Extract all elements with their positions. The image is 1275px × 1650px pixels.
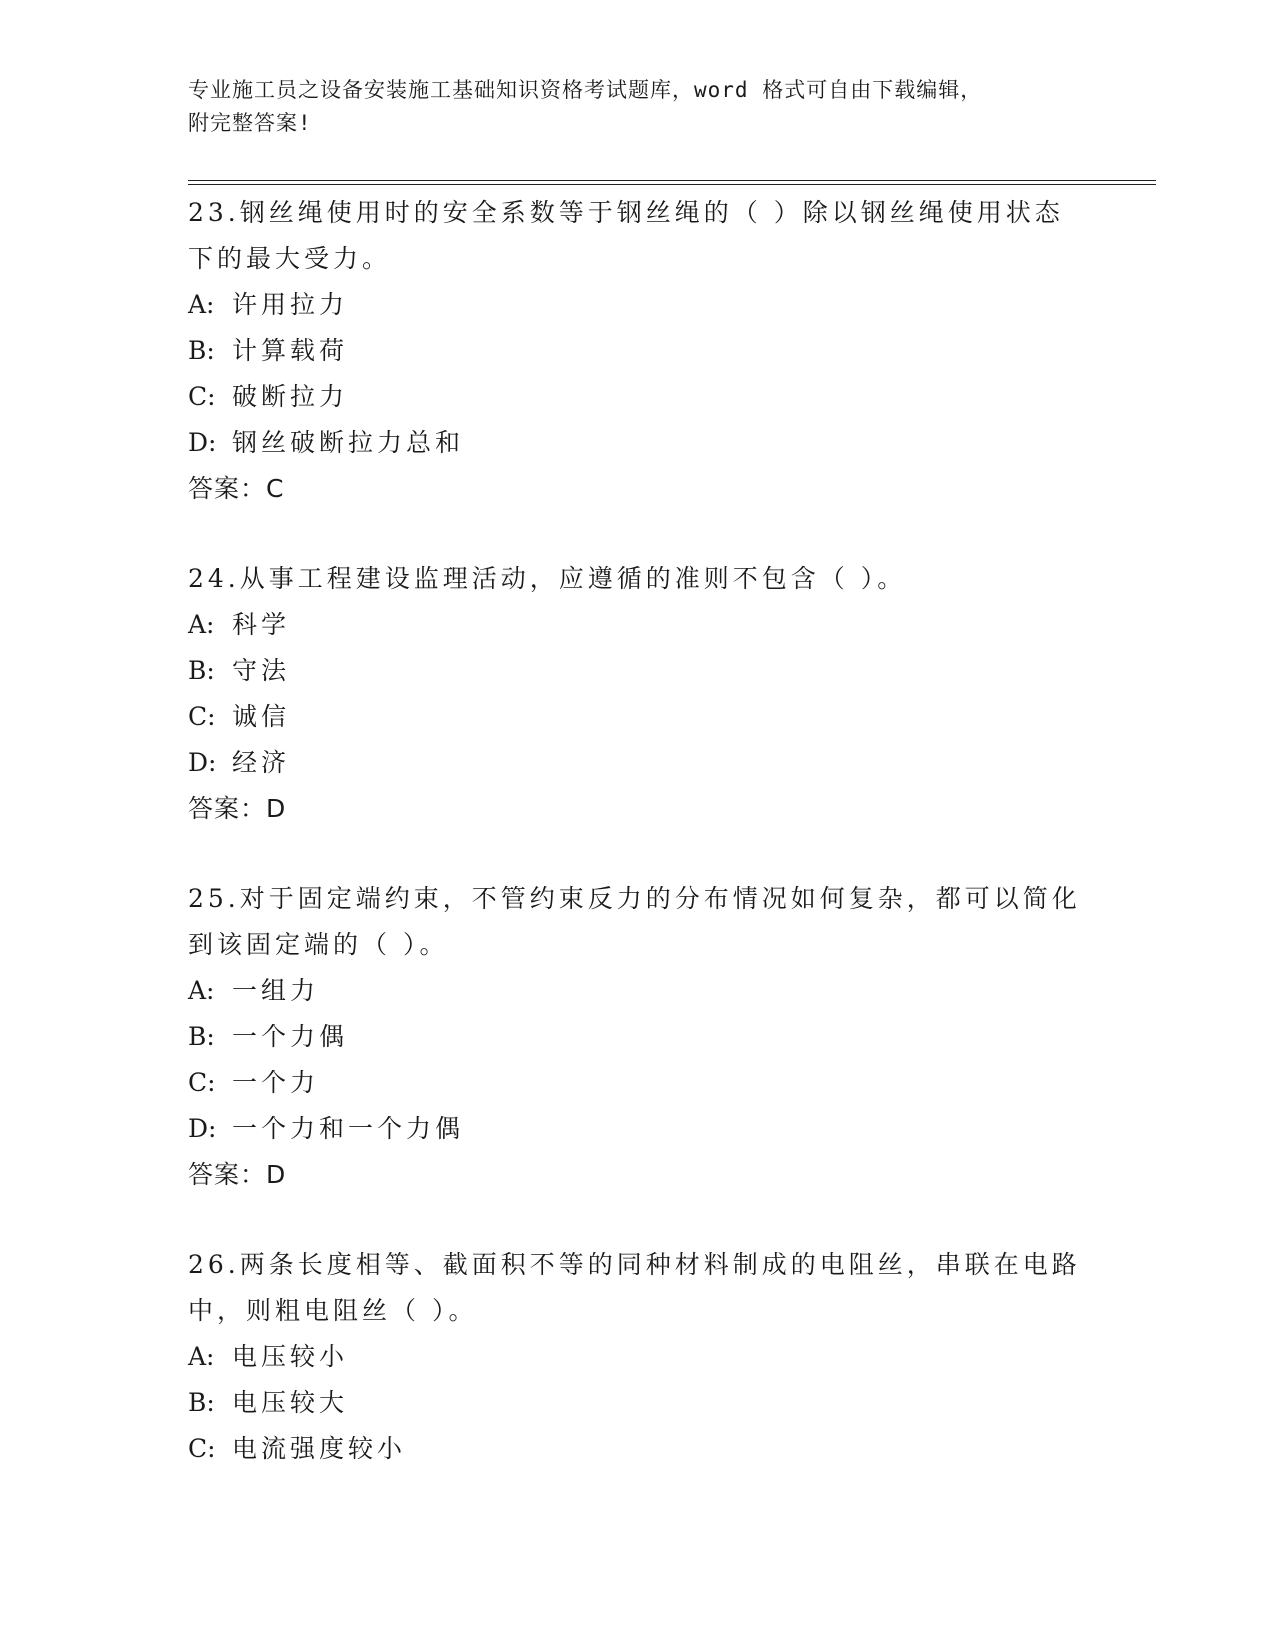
option-a	[188, 282, 1088, 328]
option-text: 一个力	[232, 1068, 320, 1097]
option-text: 破断拉力	[232, 382, 349, 411]
question-23	[188, 190, 1088, 512]
option-d	[188, 1106, 1088, 1152]
question-text-line-1: 23.钢丝绳使用时的安全系数等于钢丝绳的（ ）除以钢丝绳使用状态	[188, 198, 1064, 227]
option-text: 诚信	[232, 702, 291, 731]
option-letter: B:	[188, 1022, 215, 1051]
option-b	[188, 1014, 1088, 1060]
question-25	[188, 876, 1088, 1198]
option-letter: C:	[188, 1068, 216, 1097]
question-24	[188, 556, 1088, 832]
option-text: 电流强度较小	[232, 1434, 407, 1463]
option-letter: D:	[188, 748, 217, 777]
option-letter: B:	[188, 336, 215, 365]
option-a	[188, 968, 1088, 1014]
option-text: 一组力	[232, 976, 320, 1005]
option-letter: B:	[188, 656, 215, 685]
option-text: 钢丝破断拉力总和	[232, 428, 465, 457]
option-letter: C:	[188, 702, 216, 731]
question-text-line-1: 24.从事工程建设监理活动，应遵循的准则不包含（ ）。	[188, 564, 907, 593]
question-text-line-1: 26.两条长度相等、截面积不等的同种材料制成的电阻丝，串联在电路	[188, 1250, 1081, 1279]
option-letter: C:	[188, 1434, 216, 1463]
option-c	[188, 1426, 1088, 1472]
option-b	[188, 328, 1088, 374]
question-text	[188, 556, 1088, 602]
option-d	[188, 740, 1088, 786]
option-c	[188, 1060, 1088, 1106]
option-text: 许用拉力	[232, 290, 349, 319]
option-c	[188, 374, 1088, 420]
question-text-line-1: 25.对于固定端约束，不管约束反力的分布情况如何复杂，都可以简化	[188, 884, 1081, 913]
option-text: 科学	[232, 610, 291, 639]
header-divider-top	[188, 180, 1156, 181]
question-text	[188, 876, 1088, 968]
option-letter: A:	[188, 1342, 215, 1371]
option-text: 计算载荷	[232, 336, 349, 365]
answer-line: 答案：D	[188, 794, 287, 823]
option-letter: D:	[188, 1114, 217, 1143]
option-a	[188, 1334, 1088, 1380]
option-a	[188, 602, 1088, 648]
header-line-1: 专业施工员之设备安装施工基础知识资格考试题库，word 格式可自由下载编辑，	[188, 78, 983, 102]
option-letter: A:	[188, 976, 215, 1005]
option-text: 电压较大	[232, 1388, 349, 1417]
option-c	[188, 694, 1088, 740]
option-text: 电压较小	[232, 1342, 349, 1371]
header-divider-bottom	[188, 184, 1156, 185]
question-text	[188, 190, 1088, 282]
option-text: 经济	[232, 748, 291, 777]
question-list	[188, 190, 1088, 1516]
answer-line: 答案：D	[188, 1160, 287, 1189]
answer-line: 答案：C	[188, 474, 285, 503]
option-letter: D:	[188, 428, 217, 457]
header-line-2: 附完整答案!	[188, 111, 312, 135]
question-text-line-2: 到该固定端的（ ）。	[188, 930, 449, 959]
option-letter: B:	[188, 1388, 215, 1417]
question-text-line-2: 中，则粗电阻丝（ ）。	[188, 1296, 478, 1325]
option-text: 一个力偶	[232, 1022, 349, 1051]
question-26	[188, 1242, 1088, 1472]
option-text: 守法	[232, 656, 291, 685]
option-b	[188, 1380, 1088, 1426]
option-b	[188, 648, 1088, 694]
option-letter: C:	[188, 382, 216, 411]
option-letter: A:	[188, 290, 215, 319]
question-text	[188, 1242, 1088, 1334]
question-text-line-2: 下的最大受力。	[188, 244, 392, 273]
option-d	[188, 420, 1088, 466]
option-letter: A:	[188, 610, 215, 639]
document-header	[188, 74, 1088, 140]
option-text: 一个力和一个力偶	[232, 1114, 465, 1143]
